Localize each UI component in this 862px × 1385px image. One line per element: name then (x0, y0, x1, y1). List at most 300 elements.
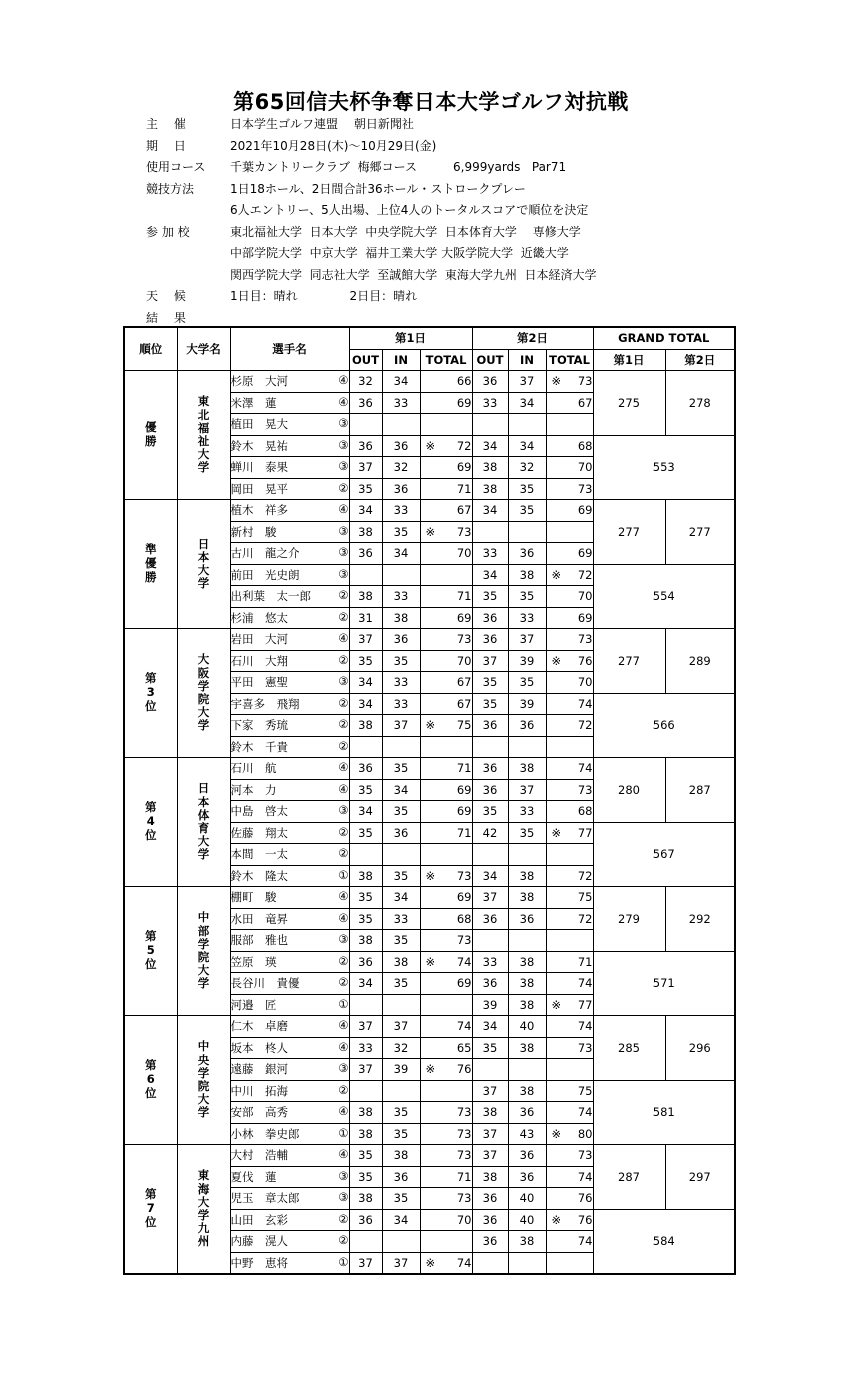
d1-total (420, 392, 472, 414)
player-name-text: 児玉 章太郎 (230, 1191, 300, 1206)
d2-total (546, 1188, 593, 1210)
d2-in: 34 (508, 435, 546, 457)
vertical-char: 大 (197, 563, 210, 577)
player-name-text: 岩田 大河 (230, 632, 288, 647)
d1-total-value: 69 (456, 460, 472, 475)
d1-out: 38 (349, 865, 382, 887)
d2-total (546, 1016, 593, 1038)
d2-total (546, 973, 593, 995)
player-grade: ④ (338, 889, 349, 904)
d1-out: 36 (349, 951, 382, 973)
d2-out: 36 (472, 1188, 508, 1210)
vertical-char: 位 (145, 1214, 157, 1229)
d1-in: 33 (382, 672, 420, 694)
table-row (124, 1016, 735, 1038)
d2-total-value: 72 (577, 567, 593, 582)
d2-in: 38 (508, 1037, 546, 1059)
d2-total (546, 392, 593, 414)
d1-in: 32 (382, 457, 420, 479)
d2-total (546, 1080, 593, 1102)
results-table (123, 326, 736, 1275)
d2-total-value: 73 (577, 782, 593, 797)
d1-total (420, 1102, 472, 1124)
info-value: 日本学生ゴルフ連盟 朝日新聞社 (230, 117, 414, 131)
d2-total (546, 521, 593, 543)
gt-day2: 296 (665, 1016, 735, 1081)
info-label: 結 果 (146, 310, 186, 325)
player-name-text: 夏伐 蓮 (230, 1169, 277, 1184)
vertical-char: 勝 (145, 434, 157, 448)
d1-total (420, 414, 472, 436)
player-name (230, 564, 349, 586)
d1-in: 35 (382, 801, 420, 823)
d2-in: 38 (508, 865, 546, 887)
d2-out: 37 (472, 1145, 508, 1167)
d2-total (546, 801, 593, 823)
player-name (230, 844, 349, 866)
player-name (230, 629, 349, 651)
d1-total (420, 994, 472, 1016)
d1-total (420, 607, 472, 629)
d2-out: 37 (472, 1123, 508, 1145)
player-name (230, 801, 349, 823)
d1-total-value: 70 (456, 653, 472, 668)
d2-total-value: 68 (577, 438, 593, 453)
d2-in: 35 (508, 672, 546, 694)
d1-total-value: 73 (456, 632, 472, 647)
grand-total: 584 (593, 1209, 735, 1274)
d2-total-value: 74 (577, 1105, 593, 1120)
university-cell (177, 1016, 230, 1145)
d1-out (349, 994, 382, 1016)
player-name (230, 779, 349, 801)
excluded-mark: ※ (551, 997, 562, 1012)
header-grand-total: GRAND TOTAL (593, 327, 735, 349)
vertical-char: 学 (197, 678, 210, 693)
d2-total (546, 1145, 593, 1167)
d1-total-value: 71 (456, 589, 472, 604)
d2-out: 39 (472, 994, 508, 1016)
player-grade: ④ (338, 781, 349, 796)
d2-total-value: 76 (577, 1191, 593, 1206)
d2-total (546, 1059, 593, 1081)
vertical-char: 7 (146, 1201, 155, 1216)
excluded-mark: ※ (551, 825, 562, 840)
d1-in: 36 (382, 435, 420, 457)
d1-out: 34 (349, 973, 382, 995)
d1-out: 35 (349, 822, 382, 844)
d1-out (349, 844, 382, 866)
vertical-char: 第 (145, 1187, 157, 1202)
vertical-char: 位 (145, 698, 157, 713)
rank-cell (124, 1016, 177, 1145)
d1-out: 35 (349, 478, 382, 500)
table-row (124, 758, 735, 780)
rank-cell (124, 1145, 177, 1275)
player-name-text: 岡田 晃平 (230, 481, 288, 496)
info-label (140, 243, 230, 265)
player-name-text: 植田 晃大 (230, 417, 288, 432)
d2-total (546, 629, 593, 651)
player-name (230, 908, 349, 930)
player-grade: ④ (338, 1104, 349, 1119)
player-grade: ④ (338, 394, 349, 409)
player-name (230, 736, 349, 758)
table-row (124, 371, 735, 393)
d1-out (349, 564, 382, 586)
d2-in: 32 (508, 457, 546, 479)
player-name (230, 1059, 349, 1081)
vertical-char: 大 (197, 652, 210, 667)
player-name (230, 435, 349, 457)
d2-out (472, 414, 508, 436)
info-label (140, 200, 230, 222)
d2-total-value: 73 (577, 632, 593, 647)
d2-out (472, 930, 508, 952)
d2-total (546, 650, 593, 672)
player-name-text: 河本 力 (230, 782, 277, 797)
d2-in: 33 (508, 801, 546, 823)
d1-in: 34 (382, 779, 420, 801)
d1-in: 35 (382, 1102, 420, 1124)
vertical-char: 院 (197, 692, 210, 706)
d1-total (420, 1252, 472, 1274)
d1-in: 36 (382, 478, 420, 500)
player-grade: ② (338, 1233, 349, 1248)
player-name-text: 小林 拳史郎 (230, 1126, 300, 1141)
player-grade: ④ (338, 373, 349, 388)
d1-total (420, 543, 472, 565)
player-name-text: 安部 高秀 (230, 1105, 288, 1120)
d2-total (546, 1037, 593, 1059)
d2-in: 38 (508, 951, 546, 973)
player-name (230, 693, 349, 715)
d2-in (508, 930, 546, 952)
player-name (230, 1166, 349, 1188)
d2-in: 37 (508, 779, 546, 801)
player-grade: ③ (338, 437, 349, 452)
vertical-char: 大 (197, 834, 210, 849)
vertical-char: 本 (197, 549, 210, 564)
d2-in (508, 844, 546, 866)
d2-out (472, 1059, 508, 1081)
d2-total-value: 77 (577, 825, 593, 840)
player-name (230, 1037, 349, 1059)
page-title: 第65回信夫杯争奪日本大学ゴルフ対抗戦 (233, 90, 629, 114)
info-row (140, 114, 597, 136)
vertical-char: 第 (145, 800, 157, 815)
vertical-char: 準 (145, 542, 157, 557)
vertical-char: 本 (197, 794, 210, 809)
rank-cell (124, 629, 177, 758)
gt-day1: 280 (593, 758, 665, 823)
d1-out: 38 (349, 586, 382, 608)
d2-in: 38 (508, 758, 546, 780)
d2-total (546, 435, 593, 457)
d1-total (420, 693, 472, 715)
d1-in: 37 (382, 715, 420, 737)
player-grade: ③ (338, 674, 349, 689)
player-grade: ③ (338, 803, 349, 818)
d1-in: 36 (382, 822, 420, 844)
d2-out: 35 (472, 801, 508, 823)
d2-in: 35 (508, 822, 546, 844)
d1-total (420, 500, 472, 522)
d2-total (546, 736, 593, 758)
d2-out (472, 1252, 508, 1274)
d2-in: 40 (508, 1016, 546, 1038)
table-row (124, 629, 735, 651)
d1-total (420, 1231, 472, 1253)
vertical-char: 日 (197, 536, 210, 551)
player-grade: ① (338, 867, 349, 882)
header-d2-in: IN (508, 349, 546, 371)
d2-total-value: 68 (577, 804, 593, 819)
vertical-char: 位 (145, 827, 157, 842)
player-name (230, 586, 349, 608)
d1-out: 36 (349, 543, 382, 565)
gt-day2: 297 (665, 1145, 735, 1210)
info-label: 期 日 (146, 138, 186, 153)
player-name (230, 887, 349, 909)
d1-in: 35 (382, 1123, 420, 1145)
d1-out: 36 (349, 1209, 382, 1231)
d1-total (420, 779, 472, 801)
excluded-mark: ※ (551, 1126, 562, 1141)
d1-total-value: 73 (456, 1191, 472, 1206)
d2-in: 36 (508, 1166, 546, 1188)
player-name (230, 607, 349, 629)
player-grade: ② (338, 652, 349, 667)
university-cell (177, 1145, 230, 1275)
player-name (230, 414, 349, 436)
d2-in: 36 (508, 543, 546, 565)
player-name-text: 鈴木 千貴 (230, 739, 288, 754)
vertical-char: 阪 (197, 665, 210, 680)
d2-total (546, 822, 593, 844)
d1-total (420, 1080, 472, 1102)
d1-total (420, 887, 472, 909)
d2-total (546, 1123, 593, 1145)
rank-cell (124, 887, 177, 1016)
vertical-char: 学 (197, 936, 210, 951)
d2-out: 36 (472, 973, 508, 995)
excluded-mark: ※ (425, 718, 436, 733)
d2-out: 38 (472, 1166, 508, 1188)
d2-out: 37 (472, 887, 508, 909)
info-label: 天 候 (146, 289, 186, 303)
university-cell (177, 371, 230, 500)
player-name-text: 佐藤 翔太 (230, 825, 288, 840)
d1-total-value: 73 (456, 1126, 472, 1141)
d1-total-value: 75 (456, 718, 472, 733)
d1-total-value: 71 (456, 481, 472, 496)
d1-in: 35 (382, 521, 420, 543)
d1-total (420, 1188, 472, 1210)
d2-in (508, 414, 546, 436)
d2-total (546, 758, 593, 780)
d1-total (420, 736, 472, 758)
d2-total-value: 75 (577, 890, 593, 905)
player-grade: ② (338, 824, 349, 839)
vertical-char: 大 (197, 447, 210, 462)
vertical-char: 5 (146, 943, 155, 958)
d1-in (382, 1231, 420, 1253)
excluded-mark: ※ (551, 1212, 562, 1227)
d2-total (546, 543, 593, 565)
d2-in (508, 736, 546, 758)
player-name-text: 宇喜多 飛翔 (230, 696, 300, 711)
d2-total-value: 76 (577, 653, 593, 668)
d1-out: 37 (349, 457, 382, 479)
d1-in: 35 (382, 973, 420, 995)
rank-cell (124, 500, 177, 629)
player-grade: ② (338, 975, 349, 990)
player-grade: ② (338, 1211, 349, 1226)
player-name (230, 1102, 349, 1124)
gt-day1: 277 (593, 629, 665, 694)
player-name (230, 951, 349, 973)
d2-total (546, 715, 593, 737)
d2-out: 36 (472, 1209, 508, 1231)
header-rank: 順位 (124, 327, 177, 371)
d2-total-value: 80 (577, 1126, 593, 1141)
vertical-char: 大 (197, 963, 210, 978)
gt-day1: 277 (593, 500, 665, 565)
d2-total (546, 1252, 593, 1274)
d2-total (546, 586, 593, 608)
vertical-char: 大 (197, 1194, 210, 1209)
d2-total-value: 77 (577, 997, 593, 1012)
player-grade: ④ (338, 760, 349, 775)
player-name (230, 457, 349, 479)
vertical-char: 学 (197, 1105, 210, 1120)
d1-total-value: 74 (456, 954, 472, 969)
d2-total-value: 70 (577, 675, 593, 690)
vertical-char: 学 (197, 976, 210, 991)
excluded-mark: ※ (425, 524, 436, 539)
d2-out: 34 (472, 500, 508, 522)
d1-total (420, 521, 472, 543)
d2-total-value: 71 (577, 954, 593, 969)
d1-in: 38 (382, 951, 420, 973)
d1-total (420, 564, 472, 586)
vertical-char: 学 (197, 576, 210, 591)
d1-total-value: 71 (456, 1169, 472, 1184)
info-row (140, 200, 597, 222)
vertical-char: 優 (145, 556, 157, 571)
player-name-text: 棚町 駿 (230, 890, 277, 905)
d1-in: 38 (382, 607, 420, 629)
vertical-char: 院 (197, 1079, 210, 1093)
d1-total-value: 76 (456, 1062, 472, 1077)
d2-out (472, 736, 508, 758)
player-grade: ② (338, 609, 349, 624)
excluded-mark: ※ (551, 567, 562, 582)
d1-total (420, 650, 472, 672)
d1-in: 34 (382, 371, 420, 393)
vertical-char: 第 (145, 671, 157, 686)
d2-total (546, 500, 593, 522)
d2-out: 35 (472, 693, 508, 715)
info-label: 主 催 (146, 117, 186, 131)
d2-out: 34 (472, 435, 508, 457)
vertical-char: 勝 (145, 569, 157, 584)
player-name-text: 山田 玄彩 (230, 1212, 288, 1227)
player-name-text: 大村 浩輔 (230, 1148, 288, 1163)
player-name (230, 973, 349, 995)
d2-out: 35 (472, 586, 508, 608)
d1-in: 35 (382, 650, 420, 672)
d1-total-value: 67 (456, 503, 472, 518)
d1-total-value: 71 (456, 761, 472, 776)
player-name-text: 水田 竜昇 (230, 911, 288, 926)
d1-out: 37 (349, 629, 382, 651)
d2-out (472, 844, 508, 866)
d1-total-value: 67 (456, 675, 472, 690)
rank-cell (124, 758, 177, 887)
d1-in: 33 (382, 908, 420, 930)
d1-total-value: 71 (456, 825, 472, 840)
player-name-text: 植木 祥多 (230, 503, 288, 518)
vertical-char: 優 (145, 420, 157, 435)
d2-total (546, 414, 593, 436)
d1-total (420, 1037, 472, 1059)
d1-out: 35 (349, 1145, 382, 1167)
d1-out: 37 (349, 1016, 382, 1038)
info-value: 1日18ホール、2日間合計36ホール・ストロークプレー (230, 181, 526, 196)
player-name-text: 内藤 滉人 (230, 1234, 288, 1249)
player-grade: ② (338, 846, 349, 861)
d1-out: 35 (349, 887, 382, 909)
d2-in (508, 1059, 546, 1081)
player-grade: ① (338, 1254, 349, 1269)
player-name-text: 杉浦 悠太 (230, 610, 288, 625)
gt-day1: 279 (593, 887, 665, 952)
d1-in: 34 (382, 543, 420, 565)
player-grade: ③ (338, 1168, 349, 1183)
d1-total-value: 69 (456, 782, 472, 797)
d1-total (420, 586, 472, 608)
header-day2: 第2日 (472, 327, 593, 349)
d2-out: 36 (472, 908, 508, 930)
d2-in: 36 (508, 715, 546, 737)
d1-in: 34 (382, 1209, 420, 1231)
d1-total (420, 457, 472, 479)
d1-in (382, 1080, 420, 1102)
d1-out: 35 (349, 1166, 382, 1188)
d2-out: 42 (472, 822, 508, 844)
d2-in: 34 (508, 392, 546, 414)
header-d1-in: IN (382, 349, 420, 371)
d1-out (349, 414, 382, 436)
d1-total (420, 1123, 472, 1145)
table-row (124, 887, 735, 909)
d1-out: 36 (349, 392, 382, 414)
player-name (230, 543, 349, 565)
d1-total-value: 70 (456, 1212, 472, 1227)
grand-total: 553 (593, 435, 735, 500)
d1-in: 36 (382, 1166, 420, 1188)
player-name-text: 中野 恵将 (230, 1255, 288, 1270)
d1-out: 37 (349, 1252, 382, 1274)
d1-out: 36 (349, 758, 382, 780)
player-grade: ④ (338, 631, 349, 646)
d2-in: 35 (508, 586, 546, 608)
d1-in: 34 (382, 887, 420, 909)
d2-in: 38 (508, 1231, 546, 1253)
d2-in: 37 (508, 371, 546, 393)
